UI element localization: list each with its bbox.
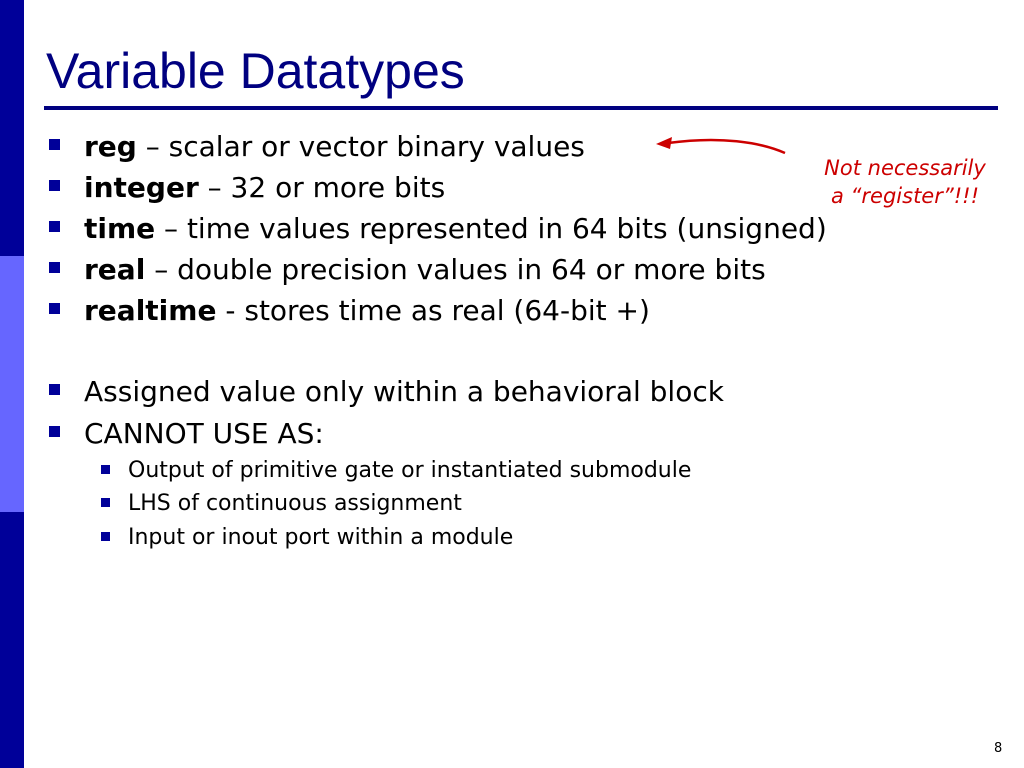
bullet-realtime xyxy=(84,294,650,327)
bullet-time xyxy=(84,212,827,245)
side-bar-bottom xyxy=(0,512,24,768)
datatype-keyword: real xyxy=(84,253,146,286)
sub-bullet-text: Input or inout port within a module xyxy=(128,525,514,550)
datatype-description: – double precision values in 64 or more bits xyxy=(145,253,766,286)
sub-bullet-text: LHS of continuous assignment xyxy=(128,491,462,516)
side-bar-top xyxy=(0,0,24,256)
square-bullet-icon xyxy=(101,465,110,474)
datatype-keyword: reg xyxy=(84,130,137,163)
datatype-description: – scalar or vector binary values xyxy=(136,130,585,163)
sub-bullet-input xyxy=(128,525,513,550)
square-bullet-icon xyxy=(49,303,60,314)
bullet-assigned-value xyxy=(84,375,724,408)
datatype-keyword: integer xyxy=(84,171,199,204)
bullet-cannot-use xyxy=(84,417,324,450)
annotation-line-1: Not necessarily xyxy=(824,156,986,180)
sub-bullet-text: Output of primitive gate or instantiated submodule xyxy=(128,458,692,483)
datatype-keyword: realtime xyxy=(84,294,217,327)
square-bullet-icon xyxy=(49,180,60,191)
square-bullet-icon xyxy=(49,139,60,150)
bullet-text: CANNOT USE AS: xyxy=(84,417,324,450)
datatype-keyword: time xyxy=(84,212,156,245)
square-bullet-icon xyxy=(49,262,60,273)
annotation-note xyxy=(800,154,1010,210)
bullet-reg xyxy=(84,130,585,163)
page-number: 8 xyxy=(994,741,1003,756)
slide-title: Variable Datatypes xyxy=(46,43,465,99)
datatype-description: – time values represented in 64 bits (unsigned) xyxy=(155,212,827,245)
bullet-real xyxy=(84,253,766,286)
title-underline xyxy=(44,106,998,110)
sub-bullet-output xyxy=(128,458,691,483)
sub-bullet-lhs xyxy=(128,491,462,516)
annotation-arrow-icon xyxy=(650,128,795,163)
square-bullet-icon xyxy=(49,221,60,232)
square-bullet-icon xyxy=(49,384,60,395)
annotation-line-2: a “register”!!! xyxy=(830,184,979,208)
square-bullet-icon xyxy=(49,426,60,437)
square-bullet-icon xyxy=(101,498,110,507)
bullet-text: Assigned value only within a behavioral block xyxy=(84,375,724,408)
square-bullet-icon xyxy=(101,532,110,541)
datatype-description: - stores time as real (64-bit +) xyxy=(216,294,650,327)
datatype-description: – 32 or more bits xyxy=(198,171,446,204)
bullet-integer xyxy=(84,171,445,204)
side-bar-middle xyxy=(0,256,24,512)
